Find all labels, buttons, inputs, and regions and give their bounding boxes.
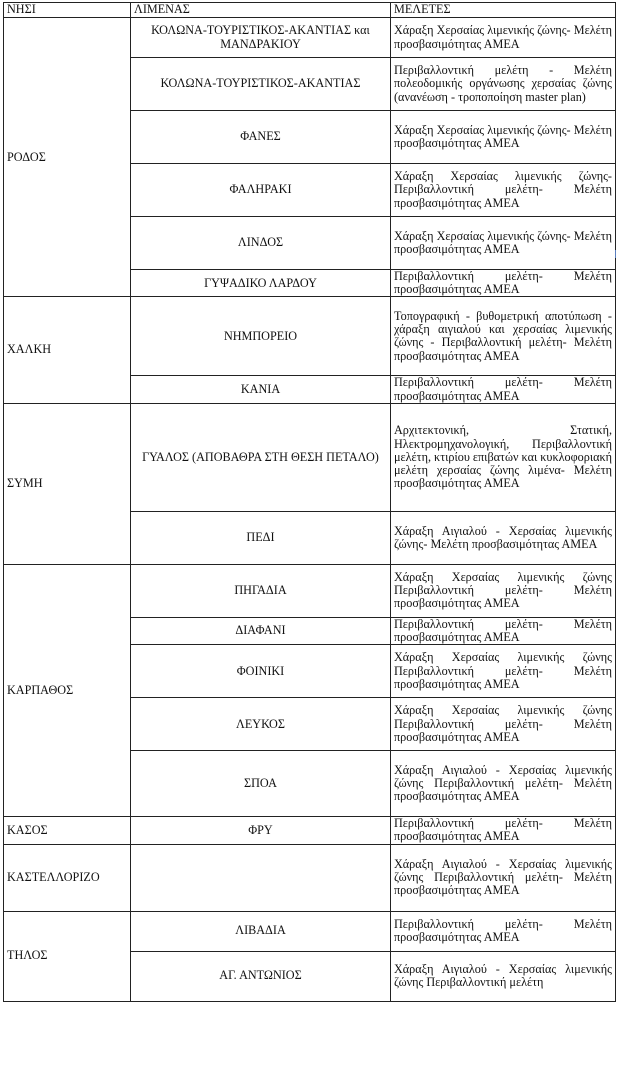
port-cell: ΦΑΝΕΣ xyxy=(131,111,391,164)
port-cell: ΠΗΓΑΔΙΑ xyxy=(131,564,391,617)
study-cell: Χάραξη Χερσαίας λιμενικής ζώνης Περιβαλλοντική μελέτη- Μελέτη προσβασιμότητας ΑΜΕΑ xyxy=(391,645,616,698)
study-cell: Χάραξη Χερσαίας λιμενικής ζώνης Περιβαλλοντική μελέτη- Μελέτη προσβασιμότητας ΑΜΕΑ xyxy=(391,564,616,617)
port-cell: ΛΕΥΚΟΣ xyxy=(131,698,391,751)
port-cell: ΦΡΥ xyxy=(131,817,391,844)
table-row xyxy=(4,18,616,58)
table-row xyxy=(4,403,616,511)
study-cell: Χάραξη Χερσαίας λιμενικής ζώνης- Μελέτη προσβασιμότητας ΑΜΕΑ xyxy=(391,217,616,270)
island-cell: ΤΗΛΟΣ xyxy=(4,911,131,1001)
port-cell: ΓΥΨΑΔΙΚΟ ΛΑΡΔΟΥ xyxy=(131,270,391,297)
study-cell: Αρχιτεκτονική, Στατική, Ηλεκτρομηχανολογική, Περιβαλλοντική μελέτη, κτιρίου επιβατών και κυκλοφοριακή μελέτη χερσαίας ζώνης λιμένα- Μελέτη προσβασιμότητας ΑΜΕΑ xyxy=(391,403,616,511)
header-island: ΝΗΣΙ xyxy=(4,3,131,18)
study-cell: Χάραξη Χερσαίας λιμενικής ζώνης Περιβαλλοντική μελέτη- Μελέτη προσβασιμότητας ΑΜΕΑ xyxy=(391,698,616,751)
study-cell: Χάραξη Χερσαίας λιμενικής ζώνης- Περιβαλλοντική μελέτη- Μελέτη προσβασιμότητας ΑΜΕΑ xyxy=(391,164,616,217)
study-cell: Περιβαλλοντική μελέτη- Μελέτη προσβασιμότητας ΑΜΕΑ xyxy=(391,376,616,403)
table-header xyxy=(4,3,616,18)
port-cell: ΠΕΔΙ xyxy=(131,511,391,564)
header-studies: ΜΕΛΕΤΕΣ xyxy=(391,3,616,18)
island-cell: ΧΑΛΚΗ xyxy=(4,297,131,403)
port-cell: ΦΟΙΝΙΚΙ xyxy=(131,645,391,698)
table-row xyxy=(4,297,616,376)
port-cell: ΓΥΑΛΟΣ (ΑΠΟΒΑΘΡΑ ΣΤΗ ΘΕΣΗ ΠΕΤΑΛΟ) xyxy=(131,403,391,511)
study-cell: Χάραξη Χερσαίας λιμενικής ζώνης- Μελέτη προσβασιμότητας ΑΜΕΑ xyxy=(391,18,616,58)
study-cell: Χάραξη Αιγιαλού - Χερσαίας λιμενικής ζώνης Περιβαλλοντική μελέτη- Μελέτη προσβασιμότητας ΑΜΕΑ xyxy=(391,751,616,817)
studies-table xyxy=(3,2,616,1002)
study-cell: Τοπογραφική - βυθομετρική αποτύπωση - χάραξη αιγιαλού και χερσαίας λιμενικής ζώνης - Περιβαλλοντική μελέτη- Μελέτη προσβασιμότητας ΑΜΕΑ xyxy=(391,297,616,376)
margin-mark xyxy=(615,250,620,258)
island-cell: ΡΟΔΟΣ xyxy=(4,18,131,297)
port-cell: ΝΗΜΠΟΡΕΙΟ xyxy=(131,297,391,376)
study-cell: Περιβαλλοντική μελέτη- Μελέτη προσβασιμότητας ΑΜΕΑ xyxy=(391,617,616,644)
study-cell: Χάραξη Αιγιαλού - Χερσαίας λιμενικής ζώνης Περιβαλλοντική μελέτη xyxy=(391,951,616,1001)
study-cell: Περιβαλλοντική μελέτη- Μελέτη προσβασιμότητας ΑΜΕΑ xyxy=(391,911,616,951)
study-cell: Περιβαλλοντική μελέτη - Μελέτη πολεοδομικής οργάνωσης χερσαίας ζώνης (ανανέωση - τροποποίηση master plan) xyxy=(391,58,616,111)
study-cell: Χάραξη Αιγιαλού - Χερσαίας λιμενικής ζώνης Περιβαλλοντική μελέτη- Μελέτη προσβασιμότητας ΑΜΕΑ xyxy=(391,844,616,911)
table-row xyxy=(4,844,616,911)
port-cell: ΛΙΒΑΔΙΑ xyxy=(131,911,391,951)
table-row xyxy=(4,911,616,951)
port-cell xyxy=(131,844,391,911)
study-cell: Περιβαλλοντική μελέτη- Μελέτη προσβασιμότητας ΑΜΕΑ xyxy=(391,270,616,297)
island-cell: ΚΑΣΟΣ xyxy=(4,817,131,844)
port-cell: ΚΟΛΩΝΑ-ΤΟΥΡΙΣΤΙΚΟΣ-ΑΚΑΝΤΙΑΣ xyxy=(131,58,391,111)
island-cell: ΚΑΡΠΑΘΟΣ xyxy=(4,564,131,816)
port-cell: ΣΠΟΑ xyxy=(131,751,391,817)
study-cell: Περιβαλλοντική μελέτη- Μελέτη προσβασιμότητας ΑΜΕΑ xyxy=(391,817,616,844)
table-body xyxy=(4,18,616,1002)
port-cell: ΛΙΝΔΟΣ xyxy=(131,217,391,270)
table-row xyxy=(4,564,616,617)
port-cell: ΑΓ. ΑΝΤΩΝΙΟΣ xyxy=(131,951,391,1001)
port-cell: ΚΑΝΙΑ xyxy=(131,376,391,403)
study-cell: Χάραξη Χερσαίας λιμενικής ζώνης- Μελέτη προσβασιμότητας ΑΜΕΑ xyxy=(391,111,616,164)
port-cell: ΚΟΛΩΝΑ-ΤΟΥΡΙΣΤΙΚΟΣ-ΑΚΑΝΤΙΑΣ και ΜΑΝΔΡΑΚΙΟΥ xyxy=(131,18,391,58)
header-row xyxy=(4,3,616,18)
port-cell: ΦΑΛΗΡΑΚΙ xyxy=(131,164,391,217)
island-cell: ΚΑΣΤΕΛΛΟΡΙΖΟ xyxy=(4,844,131,911)
table-row xyxy=(4,817,616,844)
island-cell: ΣΥΜΗ xyxy=(4,403,131,564)
study-cell: Χάραξη Αιγιαλού - Χερσαίας λιμενικής ζώνης- Μελέτη προσβασιμότητας ΑΜΕΑ xyxy=(391,511,616,564)
port-cell: ΔΙΑΦΑΝΙ xyxy=(131,617,391,644)
header-port: ΛΙΜΕΝΑΣ xyxy=(131,3,391,18)
